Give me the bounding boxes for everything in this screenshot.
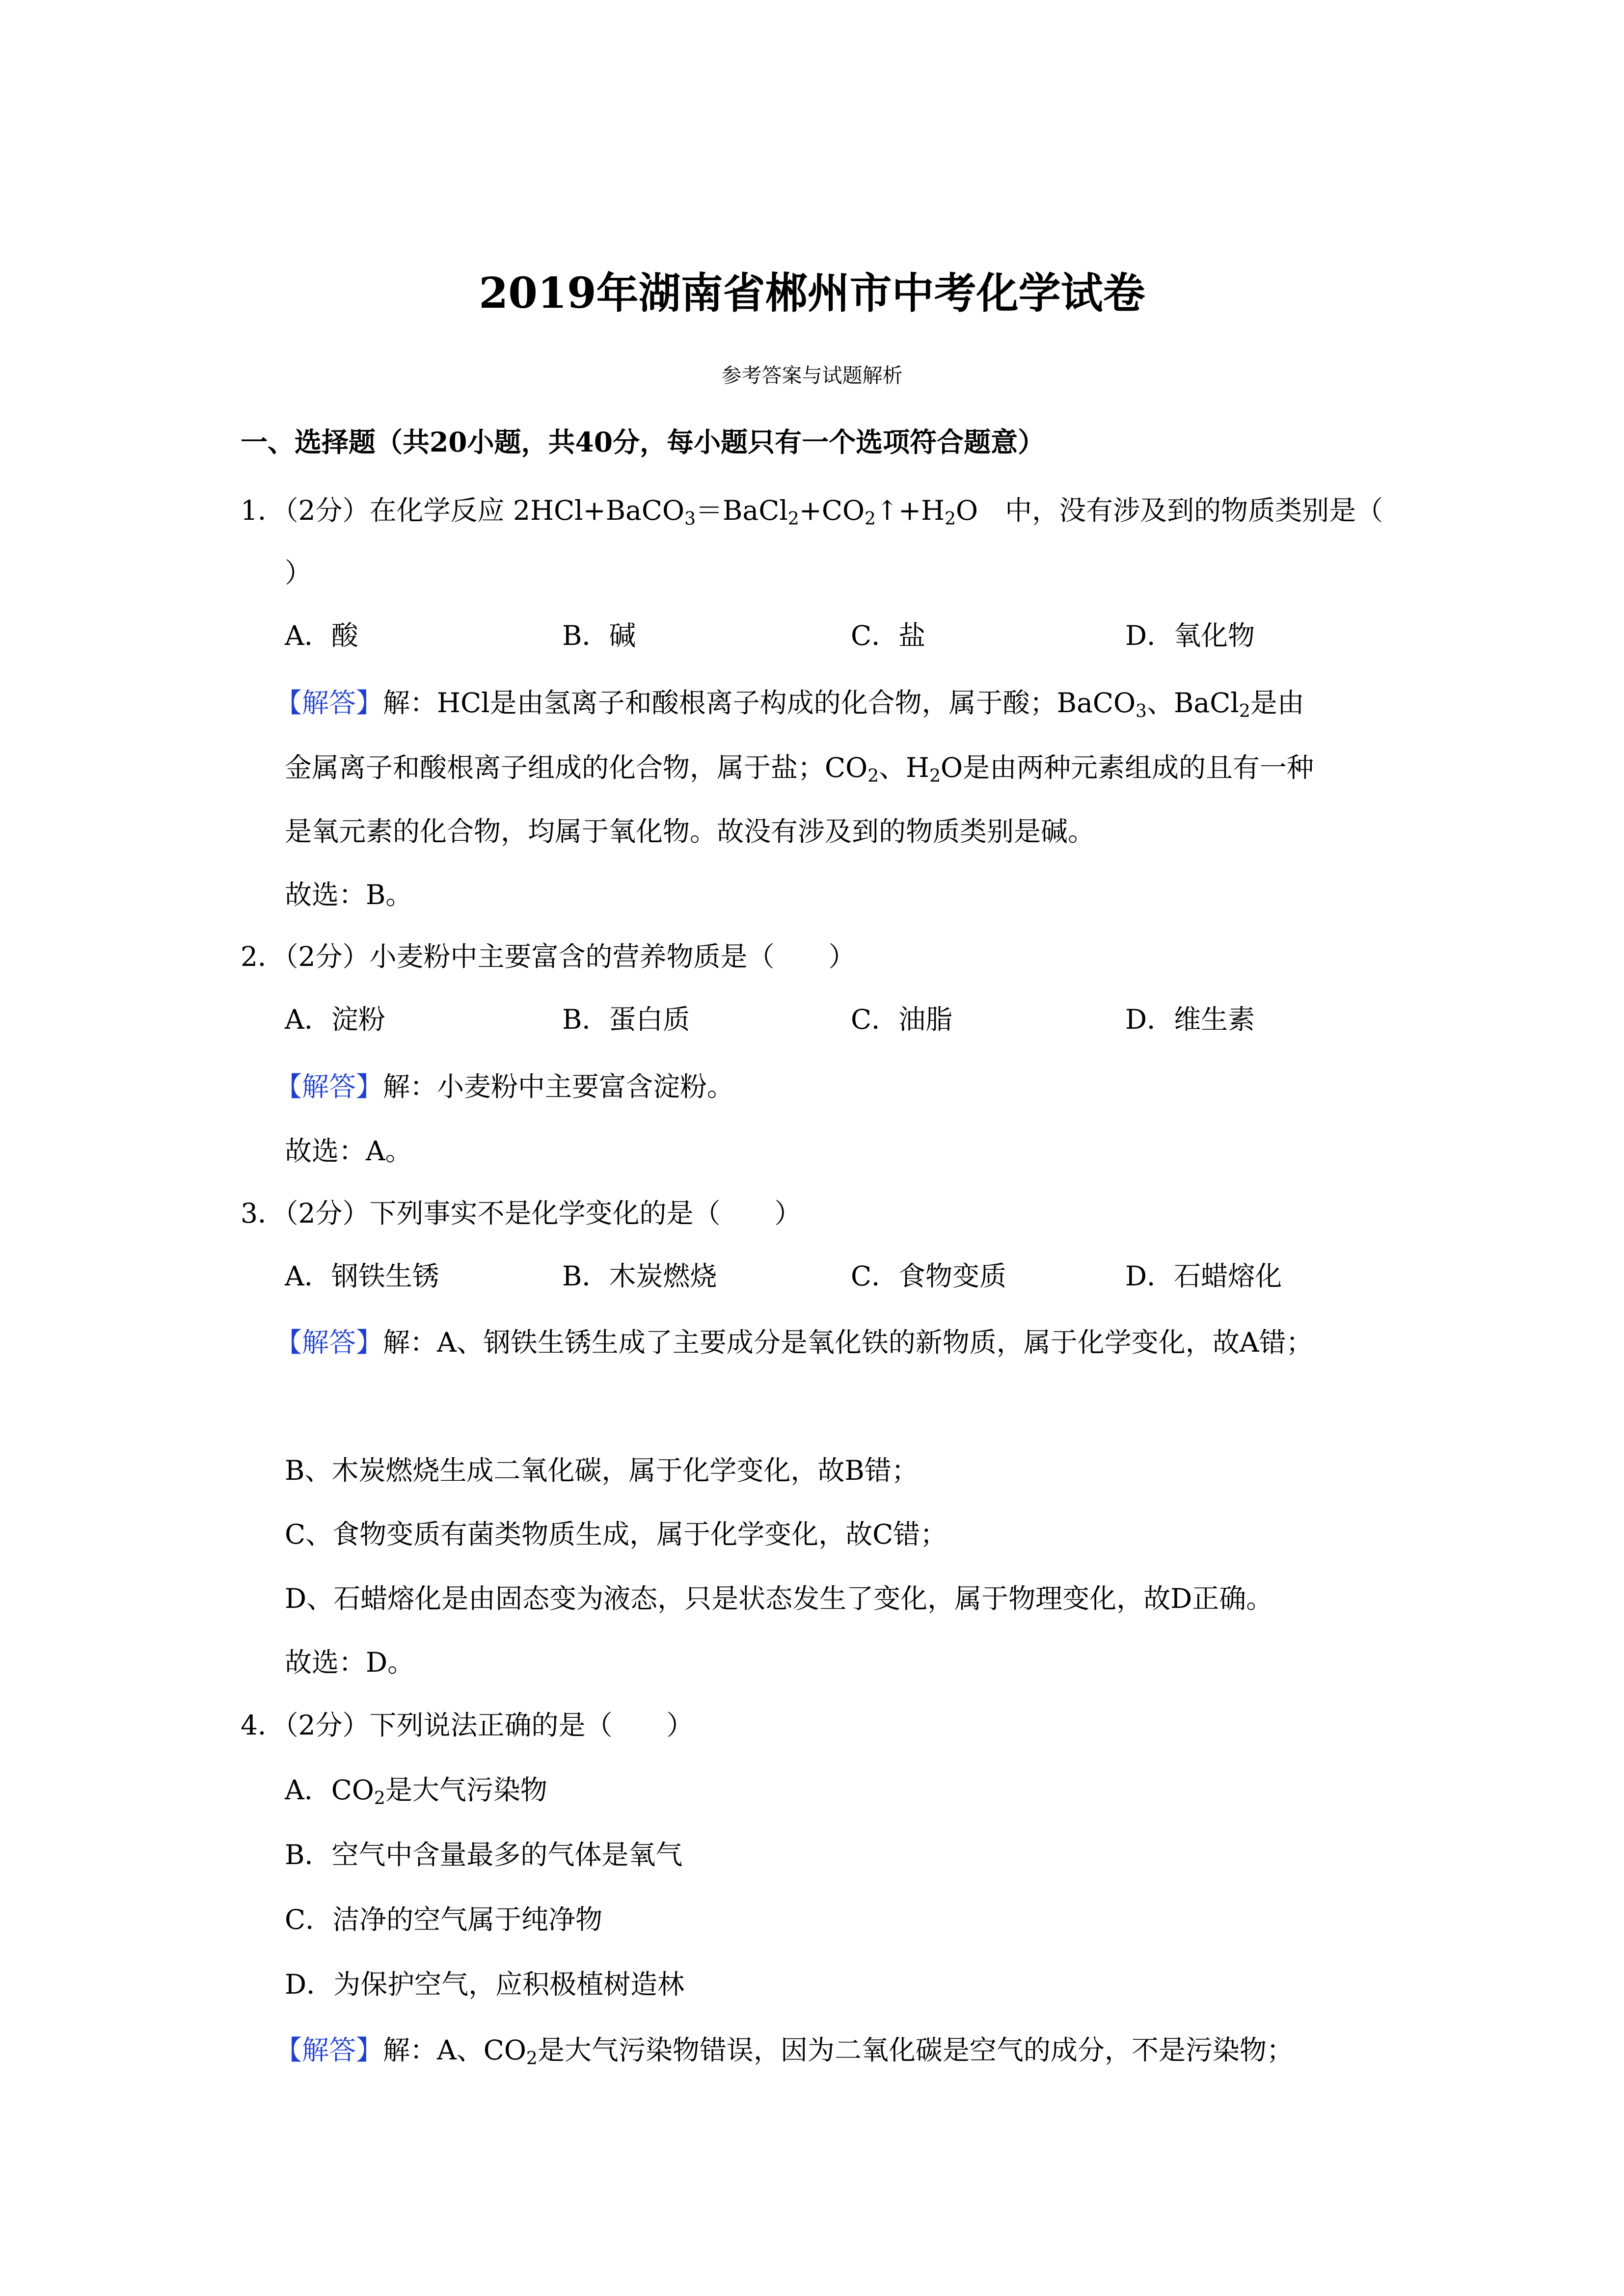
q4-option-d: D．为保护空气，应积极植树造林 (285, 1969, 685, 2000)
answer-tag: 【解答】 (275, 2034, 383, 2066)
q1-answer-line-1: 【解答】解：HCl是由氢离子和酸根离子构成的化合物，属于酸；BaCO$_3$、BaCl$_2$是由 (275, 687, 1304, 721)
q3-answer-line-4: D、石蜡熔化是由固态变为液态，只是状态发生了变化，属于物理变化，故D正确。 (285, 1583, 1273, 1614)
q1-answer-line-2: 金属离子和酸根离子组成的化合物，属于盐；$CO_2$、$H_2O$是由两种元素组成的且有一种 (285, 752, 1314, 786)
q1-option-a: A．酸 (285, 620, 358, 651)
question-2-stem: 2．（2分）小麦粉中主要富含的营养物质是（ ） (241, 941, 856, 972)
document-subtitle: 参考答案与试题解析 (721, 364, 903, 387)
q3-answer-line-3: C、食物变质有菌类物质生成，属于化学变化，故C错； (285, 1519, 947, 1550)
q1-option-b: B．碱 (562, 620, 636, 651)
q4-option-a: A．$CO_2$是大气污染物 (285, 1774, 547, 1809)
q3-answer-line-2: B、木炭燃烧生成二氧化碳，属于化学变化，故B错； (285, 1455, 919, 1486)
q1-option-c: C．盐 (851, 620, 926, 651)
q3-option-c: C．食物变质 (851, 1260, 1007, 1292)
q2-answer: 【解答】解：小麦粉中主要富含淀粉。 (275, 1071, 734, 1102)
q1-choice: 故选：B。 (285, 879, 413, 910)
q2-option-d: D．维生素 (1125, 1004, 1255, 1035)
question-1-stem: 1．（2分）在化学反应 $2HCl+BaCO_3=BaCl_2+CO_2↑+H_2O$ 中，没有涉及到的物质类别是（ (241, 495, 1383, 529)
q2-choice: 故选：A。 (285, 1135, 412, 1167)
q3-option-a: A．钢铁生锈 (285, 1260, 439, 1292)
question-3-stem: 3．（2分）下列事实不是化学变化的是（ ） (241, 1198, 802, 1229)
q2-option-b: B．蛋白质 (562, 1004, 690, 1035)
q3-answer-line-1: 【解答】解：A、钢铁生锈生成了主要成分是氧化铁的新物质，属于化学变化，故A错； (275, 1327, 1313, 1358)
q3-option-b: B．木炭燃烧 (562, 1260, 717, 1292)
q4-option-c: C．洁净的空气属于纯净物 (285, 1904, 603, 1935)
question-4-stem: 4．（2分）下列说法正确的是（ ） (241, 1709, 694, 1741)
answer-tag: 【解答】 (275, 1071, 383, 1102)
q3-option-d: D．石蜡熔化 (1125, 1260, 1282, 1292)
q1-answer-line-3: 是氧元素的化合物，均属于氧化物。故没有涉及到的物质类别是碱。 (285, 816, 1095, 847)
question-1-stem-cont: ） (285, 557, 312, 588)
answer-tag: 【解答】 (275, 687, 383, 719)
q3-choice: 故选：D。 (285, 1647, 415, 1678)
q2-option-a: A．淀粉 (285, 1004, 385, 1035)
q2-option-c: C．油脂 (851, 1004, 953, 1035)
q4-option-b: B．空气中含量最多的气体是氧气 (285, 1839, 683, 1870)
document-title: 2019年湖南省郴州市中考化学试卷 (479, 268, 1145, 318)
q4-answer-line-1: 【解答】解：A、$CO_2$是大气污染物错误，因为二氧化碳是空气的成分，不是污染物； (275, 2034, 1294, 2069)
section-heading: 一、选择题（共20小题，共40分，每小题只有一个选项符合题意） (241, 426, 1045, 458)
q1-option-d: D．氧化物 (1125, 620, 1255, 651)
answer-tag: 【解答】 (275, 1327, 383, 1358)
